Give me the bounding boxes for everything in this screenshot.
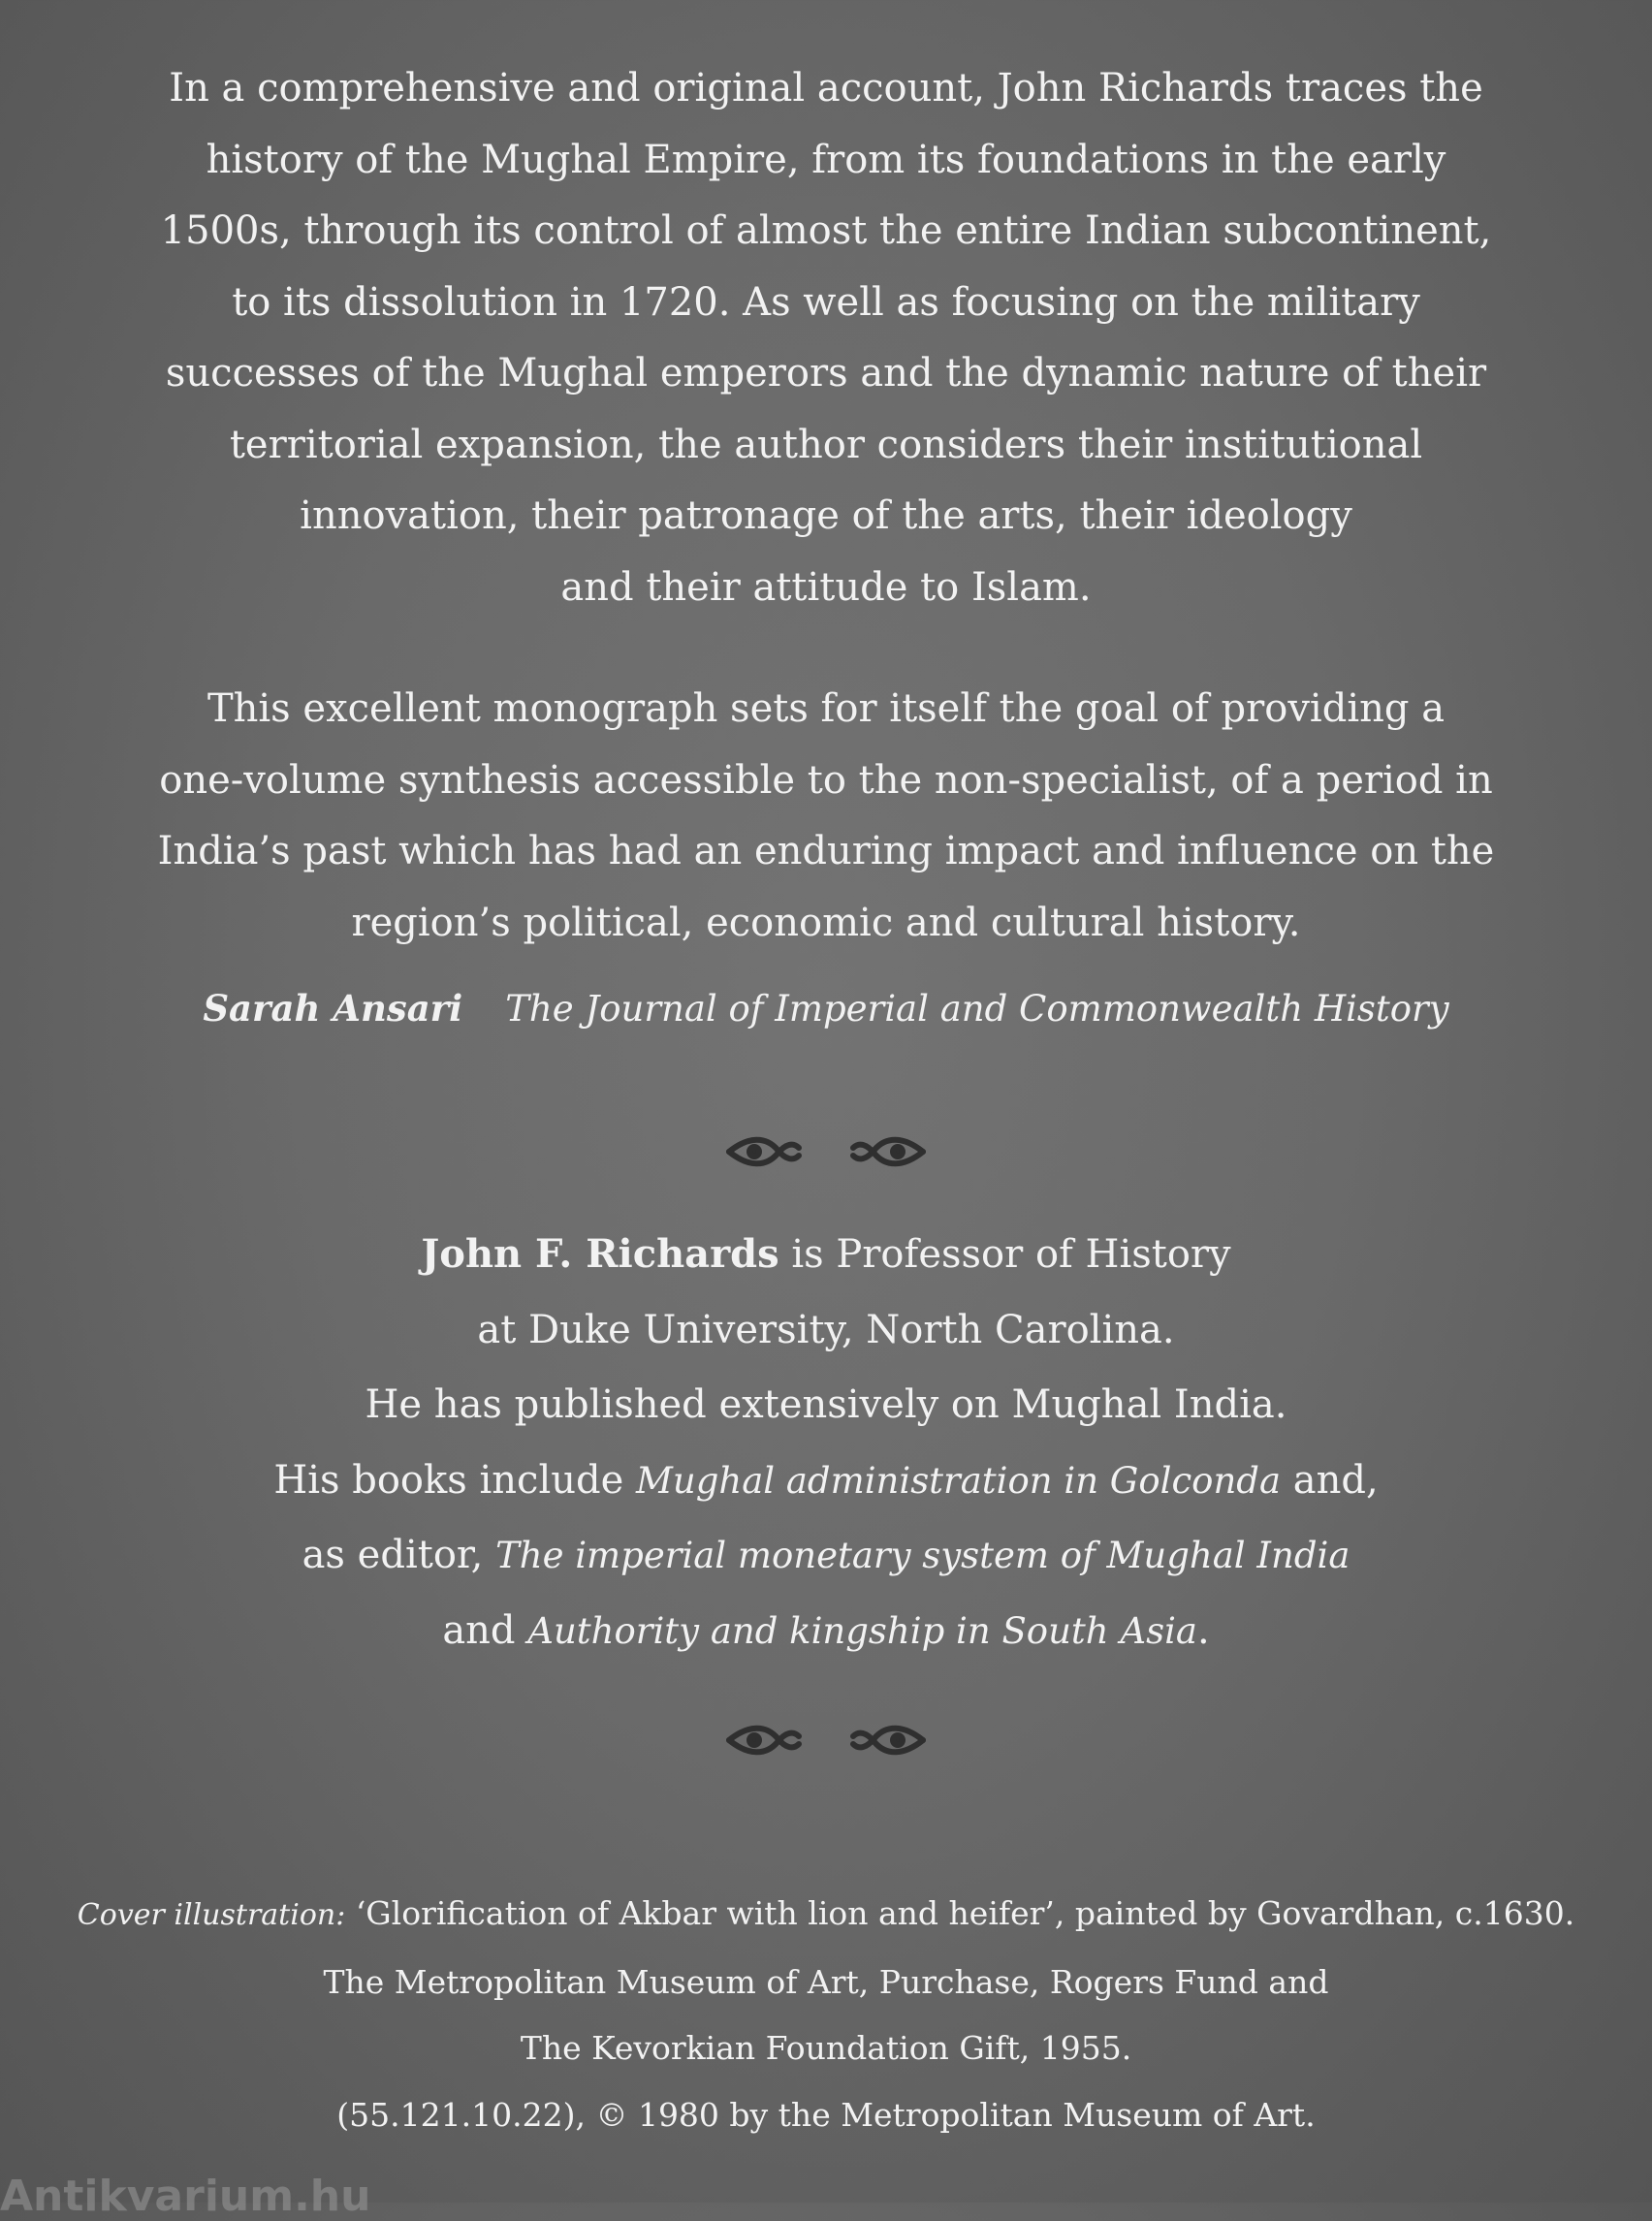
watermark: Antikvarium.hu bbox=[0, 2172, 371, 2221]
bio-line: He has published extensively on Mughal India. bbox=[365, 1382, 1287, 1427]
bio-line bbox=[116, 1217, 1536, 1293]
bio-text: is Professor of History bbox=[778, 1232, 1231, 1277]
reviewer-name: Sarah Ansari bbox=[203, 987, 463, 1030]
description-line: 1500s, through its control of almost the entire Indian subcontinent, bbox=[160, 208, 1492, 253]
bio-text: His books include bbox=[273, 1457, 636, 1503]
description-line: to its dissolution in 1720. As well as focusing on the military bbox=[232, 279, 1420, 325]
author-name: John F. Richards bbox=[421, 1231, 779, 1277]
book-title: The imperial monetary system of Mughal India bbox=[495, 1535, 1350, 1576]
credit-line: (55.121.10.22), © 1980 by the Metropolitan Museum of Art. bbox=[336, 2095, 1316, 2134]
review-line: This excellent monograph sets for itself the goal of providing a bbox=[206, 686, 1446, 731]
credit-line: The Metropolitan Museum of Art, Purchase, Rogers Fund and bbox=[323, 1962, 1329, 2001]
credit-line: The Kevorkian Foundation Gift, 1955. bbox=[520, 2029, 1132, 2067]
description-line: successes of the Mughal emperors and the dynamic nature of their bbox=[165, 351, 1487, 396]
review-source: The Journal of Imperial and Commonwealth History bbox=[505, 988, 1449, 1030]
bio-line: at Duke University, North Carolina. bbox=[477, 1307, 1175, 1352]
description-line: and their attitude to Islam. bbox=[560, 564, 1092, 610]
book-title: Authority and kingship in South Asia bbox=[527, 1609, 1197, 1652]
description-line: history of the Mughal Empire, from its foundations in the early bbox=[206, 137, 1446, 182]
description-line: innovation, their patronage of the arts, their ideology bbox=[300, 493, 1352, 538]
bio-text: and bbox=[442, 1607, 528, 1653]
author-bio bbox=[116, 1217, 1536, 1668]
review-line: region’s political, economic and cultural history. bbox=[351, 900, 1301, 945]
bio-text: as editor, bbox=[302, 1533, 496, 1577]
bio-text: . bbox=[1196, 1607, 1210, 1653]
bio-text: and, bbox=[1281, 1457, 1379, 1503]
review-line: one-volume synthesis accessible to the non-specialist, of a period in bbox=[159, 757, 1493, 803]
description-line: territorial expansion, the author considers their institutional bbox=[229, 422, 1423, 467]
book-description bbox=[116, 53, 1536, 623]
fleuron-pair-icon bbox=[710, 1123, 942, 1181]
review-quote bbox=[116, 674, 1536, 959]
credit-text: ‘Glorification of Akbar with lion and heifer’, painted by Govardhan, c.1630. bbox=[345, 1894, 1575, 1932]
review-attribution bbox=[116, 987, 1536, 1030]
review-line: India’s past which has had an enduring impact and influence on the bbox=[157, 829, 1495, 873]
bio-line bbox=[116, 1444, 1536, 1519]
fleuron-pair-icon bbox=[710, 1711, 942, 1769]
book-title: Mughal administration in Golconda bbox=[635, 1459, 1282, 1502]
credit-label: Cover illustration: bbox=[77, 1898, 346, 1932]
bio-line bbox=[116, 1594, 1536, 1669]
cover-credits bbox=[58, 1881, 1594, 2148]
credit-line bbox=[58, 1881, 1594, 1950]
description-line: In a comprehensive and original account, John Richards traces the bbox=[169, 66, 1483, 111]
bio-line bbox=[116, 1518, 1536, 1594]
